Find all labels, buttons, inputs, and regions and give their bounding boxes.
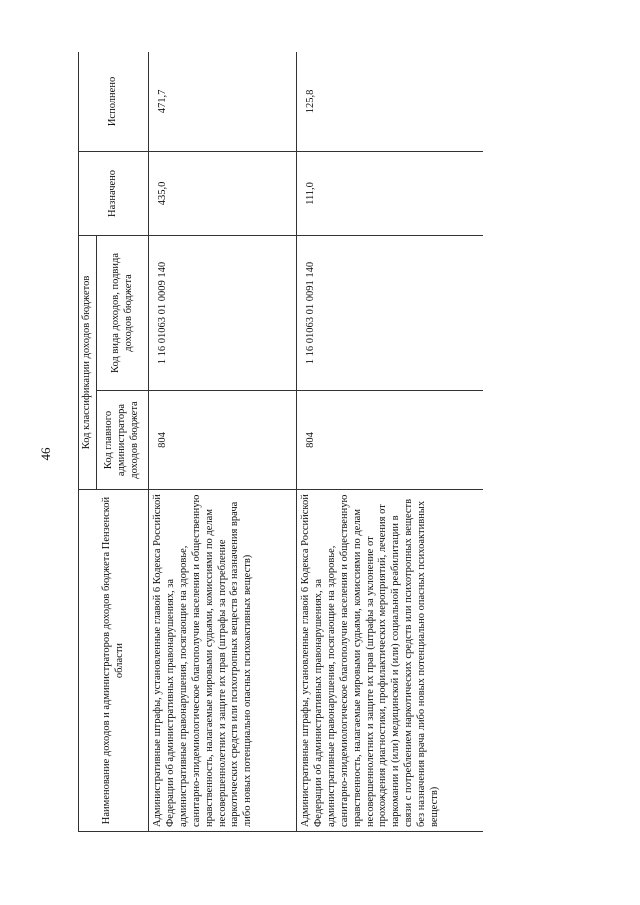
header-name: Наименование доходов и администраторов доходов бюджета Пензенской области [79, 490, 149, 832]
row-executed: 471,7 [149, 52, 297, 151]
header-code-group: Код классификации доходов бюджетов [79, 235, 97, 489]
header-row-1 [79, 52, 97, 832]
row-admin-code: 804 [297, 391, 484, 490]
income-table [78, 52, 483, 832]
row-name: Административные штрафы, установленные главой 6 Кодекса Российской Федерации об административных правонарушениях, за административные правонарушения, посягающие на здоровье, санитарно-эпидемиологическое благополучие населения и общественную нравственность, налагаемые мировыми судьями, комиссиями по делам несовершеннолетних и защите их прав (штрафы за потребление наркотических средств или психотропных веществ без назначения врача либо новых потенциально опасных психоактивных веществ) [149, 490, 297, 832]
header-income-code: Код вида доходов, подвида доходов бюджета [97, 235, 149, 390]
header-assigned: Назначено [79, 151, 149, 235]
table-row [149, 52, 297, 832]
row-executed: 125,8 [297, 52, 484, 151]
row-income-code: 1 16 01063 01 0091 140 [297, 235, 484, 390]
table-row [297, 52, 484, 832]
row-assigned: 111,0 [297, 151, 484, 235]
rotated-table-content [78, 52, 483, 832]
row-assigned: 435,0 [149, 151, 297, 235]
header-admin-code: Код главного администратора доходов бюджета [97, 391, 149, 490]
row-income-code: 1 16 01063 01 0009 140 [149, 235, 297, 390]
rotated-table-frame [78, 52, 483, 832]
row-name: Административные штрафы, установленные главой 6 Кодекса Российской Федерации об административных правонарушениях, за административные правонарушения, посягающие на здоровье, санитарно-эпидемиологическое благополучие населения и общественную нравственность, налагаемые мировыми судьями, комиссиями по делам несовершеннолетних и защите их прав (штрафы за уклонение от прохождения диагностики, профилактических мероприятий, лечения от наркомании и (или) медицинской и (или) социальной реабилитации в связи с потреблением наркотических средств или психотропных веществ без назначения врача либо новых потенциально опасных психоактивных веществ) [297, 490, 484, 832]
row-admin-code: 804 [149, 391, 297, 490]
page-number: 46 [38, 447, 53, 461]
header-executed: Исполнено [79, 52, 149, 151]
